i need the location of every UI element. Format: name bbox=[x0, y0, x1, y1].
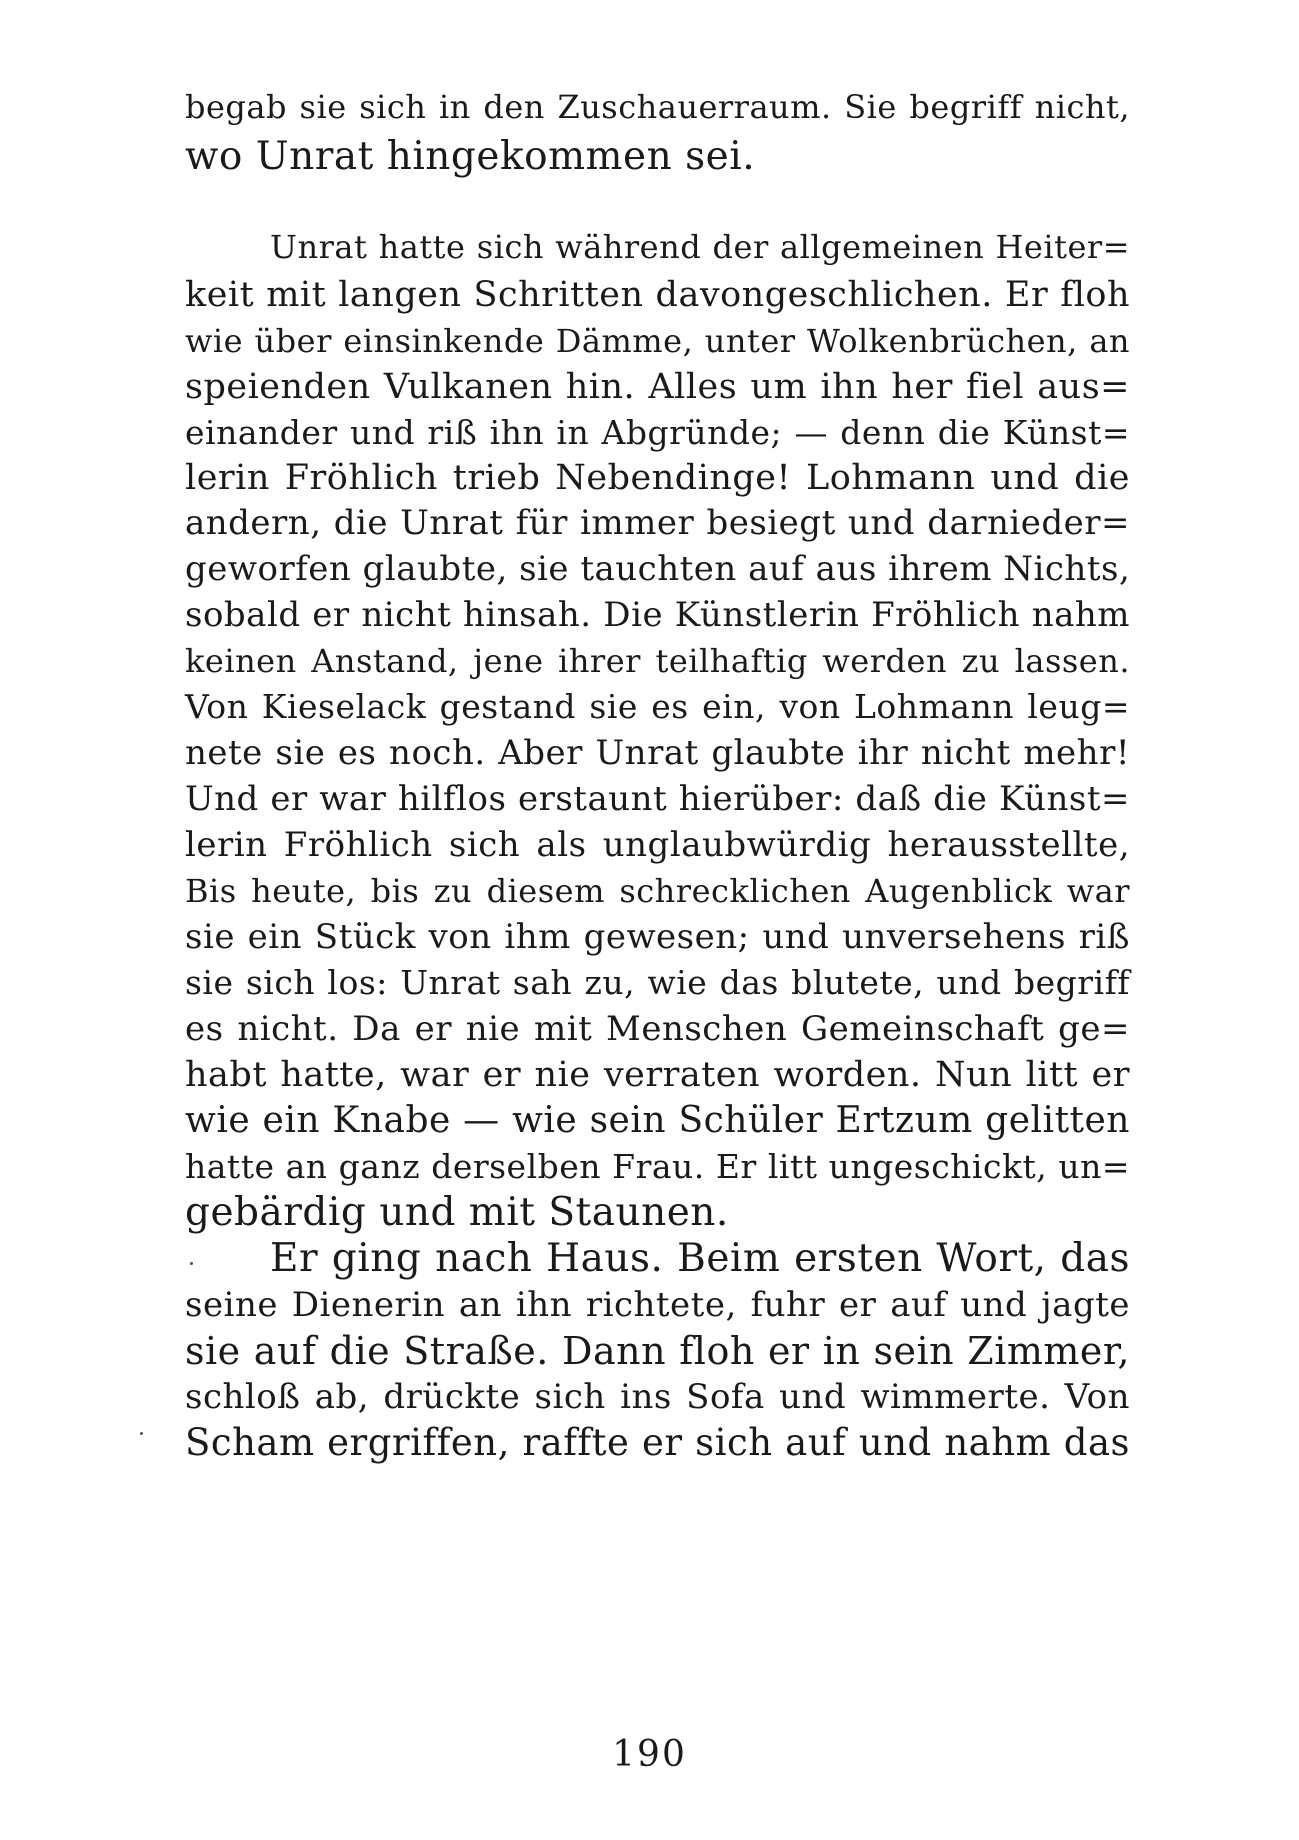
text-line: wie ein Knabe — wie sein Schüler Ertzum gelitten bbox=[185, 1100, 1130, 1141]
text-line: nete sie es noch. Aber Unrat glaubte ihr nicht mehr! bbox=[185, 733, 1130, 773]
text-line: Bis heute, bis zu diesem schrecklichen Augenblick war bbox=[185, 872, 1130, 910]
text-line: keit mit langen Schritten davongeschlichen. Er floh bbox=[185, 275, 1130, 315]
text-line: Von Kieselack gestand sie es ein, von Lohmann leug= bbox=[185, 687, 1130, 726]
text-line: andern, die Unrat für immer besiegt und darnieder= bbox=[185, 503, 1130, 543]
text-line: begab sie sich in den Zuschauerraum. Sie begriff nicht, bbox=[185, 88, 1130, 126]
page-number: 190 bbox=[612, 1734, 687, 1775]
text-line: schloß ab, drückte sich ins Sofa und wimmerte. Von bbox=[185, 1377, 1130, 1417]
text-line: wie über einsinkende Dämme, unter Wolkenbrüchen, an bbox=[185, 322, 1130, 360]
scan-speck bbox=[140, 1432, 143, 1435]
text-line: gebärdig und mit Staunen. bbox=[185, 1190, 729, 1235]
text-line: lerin Fröhlich trieb Nebendinge! Lohmann und die bbox=[185, 458, 1130, 498]
text-line: sie sich los: Unrat sah zu, wie das blutete, und begriff bbox=[185, 963, 1130, 1002]
text-line: geworfen glaubte, sie tauchten auf aus ihrem Nichts, bbox=[185, 549, 1131, 589]
text-line: sobald er nicht hinsah. Die Künstlerin Fröhlich nahm bbox=[185, 595, 1130, 635]
text-line: es nicht. Da er nie mit Menschen Gemeinschaft ge= bbox=[185, 1009, 1130, 1049]
text-line: lerin Fröhlich sich als unglaubwürdig herausstellte, bbox=[185, 825, 1130, 865]
text-line: habt hatte, war er nie verraten worden. Nun litt er bbox=[185, 1055, 1130, 1095]
text-line: sie auf die Straße. Dann floh er in sein Zimmer, bbox=[185, 1329, 1130, 1373]
text-line: Unrat hatte sich während der allgemeinen Heiter= bbox=[270, 228, 1130, 266]
text-line: Scham ergriffen, raffte er sich auf und nahm das bbox=[185, 1421, 1130, 1464]
text-line: wo Unrat hingekommen sei. bbox=[185, 134, 756, 179]
text-line: sie ein Stück von ihm gewesen; und unversehens riß bbox=[185, 917, 1130, 957]
text-line: Und er war hilflos erstaunt hierüber: daß die Künst= bbox=[185, 779, 1130, 819]
text-line: Er ging nach Haus. Beim ersten Wort, das bbox=[270, 1236, 1130, 1281]
text-line: einander und riß ihn in Abgründe; — denn die Künst= bbox=[185, 413, 1130, 452]
scan-speck bbox=[190, 1262, 193, 1265]
text-line: speienden Vulkanen hin. Alles um ihn her fiel aus= bbox=[185, 367, 1130, 407]
text-line: seine Dienerin an ihn richtete, fuhr er auf und jagte bbox=[185, 1285, 1130, 1325]
text-line: hatte an ganz derselben Frau. Er litt ungeschickt, un= bbox=[185, 1147, 1130, 1186]
text-line: keinen Anstand, jene ihrer teilhaftig werden zu lassen. bbox=[185, 642, 1130, 680]
